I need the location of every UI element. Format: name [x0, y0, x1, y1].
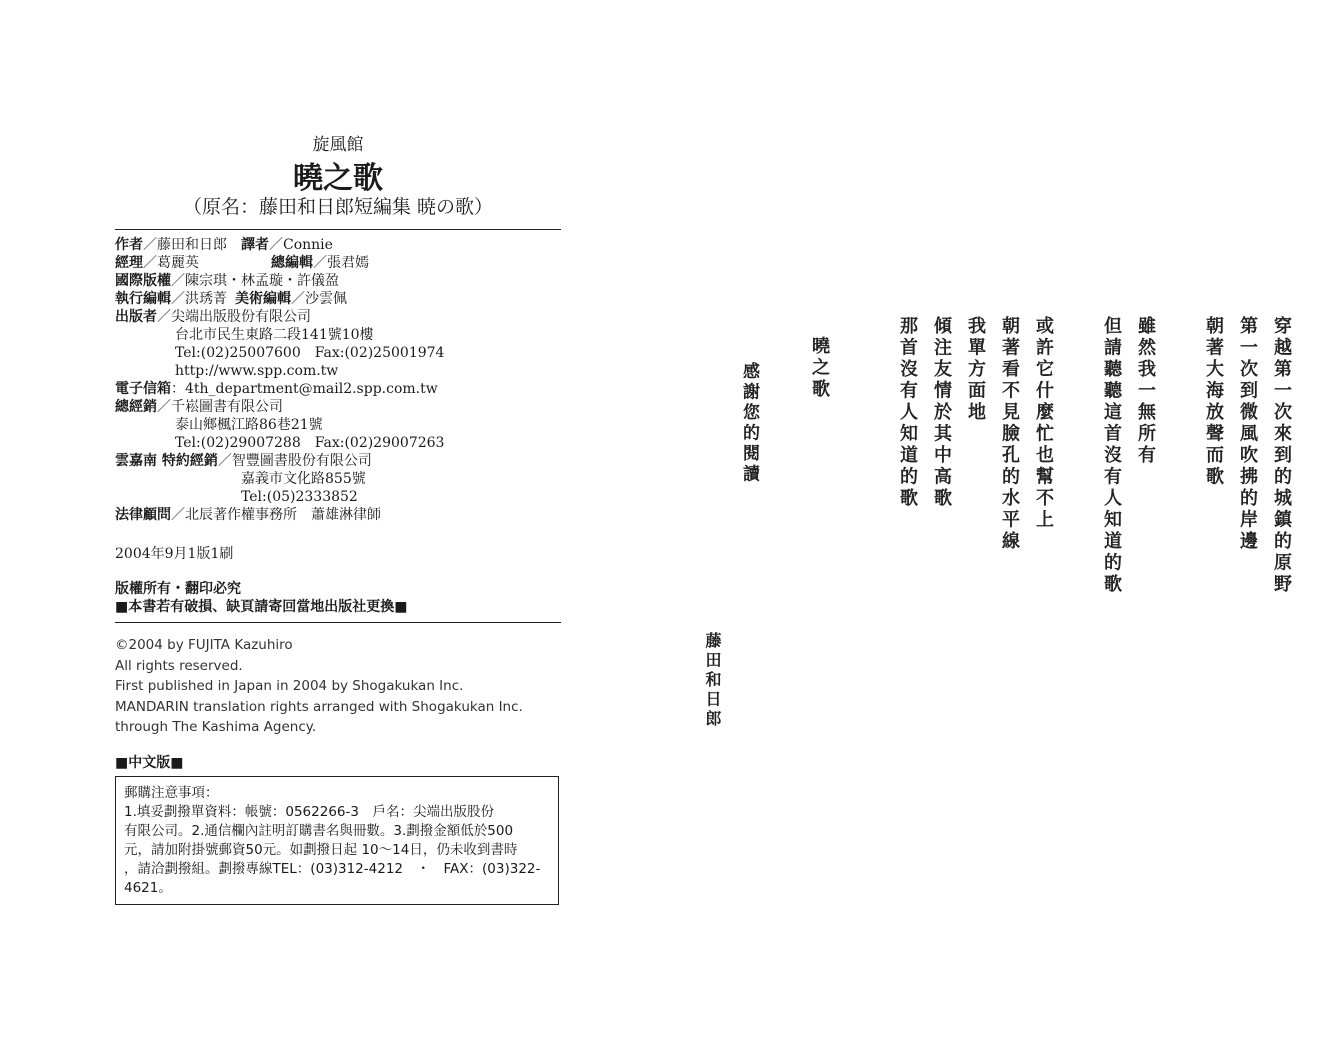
copyright-line: All rights reserved. [115, 657, 243, 674]
publisher-address: 台北市民生東路二段141號10樓 [175, 327, 374, 343]
rights-line: ■本書若有破損、缺頁請寄回當地出版社更換■ [115, 599, 408, 615]
copyright-line: through The Kashima Agency. [115, 719, 317, 735]
email: ：4th_department@mail2.spp.com.tw [171, 381, 438, 397]
publisher-url: http://www.spp.com.tw [175, 363, 339, 379]
chief-editor: ／張君嫣 [313, 255, 369, 271]
distributor-label: 總經銷 [115, 399, 157, 415]
original-title: （原名：藤田和日郎短編集 暁の歌） [182, 196, 494, 218]
poem-line: 穿越第一次來到的城鎮的原野 [1271, 316, 1292, 596]
regional: ／智豐圖書股份有限公司 [217, 453, 372, 469]
poem-line: 傾注友情於其中高歌 [931, 316, 952, 510]
intl-rights: ／陳宗琪・林孟璇・許儀盈 [171, 273, 339, 289]
copyright-line: ©2004 by FUJITA Kazuhiro [115, 637, 293, 653]
poem-line: 我單方面地 [965, 316, 986, 424]
poem-title: 曉之歌 [809, 336, 830, 401]
poem-line: 那首沒有人知道的歌 [897, 316, 918, 510]
mail-order-line: 1.填妥劃撥單資料：帳號：0562266-3 戶名：尖端出版股份 [124, 804, 494, 820]
publisher-name: ／尖端出版股份有限公司 [157, 309, 311, 325]
author-signature: 藤田和日郎 [703, 632, 722, 730]
poem-line: 第一次到微風吹拂的岸邊 [1237, 316, 1258, 553]
poem-line: 朝著大海放聲而歌 [1203, 316, 1224, 488]
credit-row [115, 254, 561, 272]
rights-line: 版權所有・翻印必究 [115, 581, 241, 597]
poem-line: 朝著看不見臉孔的水平線 [999, 316, 1020, 553]
mail-order-box [115, 776, 559, 905]
legal: ／北辰著作權事務所 蕭雄淋律師 [171, 507, 381, 523]
intl-rights-label: 國際版權 [115, 273, 171, 289]
poem-line: 但請聽聽這首沒有人知道的歌 [1101, 316, 1122, 596]
credit-row [115, 452, 561, 470]
divider [115, 622, 561, 623]
manager-label: 經理 [115, 255, 143, 271]
book-title: 曉之歌 [293, 161, 383, 196]
distributor: ／千崧圖書有限公司 [157, 399, 283, 415]
distributor-phone: Tel:(02)29007288 Fax:(02)29007263 [175, 435, 445, 451]
copyright-block [115, 635, 523, 738]
poem-line: 或許它什麼忙也幫不上 [1033, 316, 1054, 531]
exec-editor: ／洪琇菁 [171, 291, 227, 307]
exec-editor-label: 執行編輯 [115, 291, 171, 307]
mail-order-title: 郵購注意事項： [124, 785, 219, 801]
regional-address: 嘉義市文化路855號 [241, 471, 366, 487]
publisher-series: 旋風館 [312, 135, 364, 155]
poem-line: 雖然我一無所有 [1135, 316, 1156, 467]
mail-order-line: ，請洽劃撥組。劃撥專線TEL：(03)312-4212 ・ FAX：(03)322- [124, 861, 541, 877]
credit-row [115, 380, 561, 398]
credit-row [115, 236, 561, 254]
manager: ／葛麗英 [143, 255, 199, 271]
credits-block [115, 236, 561, 524]
mail-order-line: 有限公司。2.通信欄內註明訂購書名與冊數。3.劃撥金額低於500 [124, 823, 514, 839]
credit-row [115, 272, 561, 290]
regional-label: 雲嘉南 特約經銷 [115, 453, 218, 469]
copyright-line: First published in Japan in 2004 by Shogakukan Inc. [115, 678, 464, 694]
chinese-edition-label: ■中文版■ [115, 755, 184, 771]
publisher-phone: Tel:(02)25007600 Fax:(02)25001974 [175, 345, 445, 361]
copyright-line: MANDARIN translation rights arranged with Shogakukan Inc. [115, 698, 523, 715]
email-label: 電子信箱 [115, 381, 171, 397]
translator-label: 譯者 [241, 237, 269, 253]
art-editor-label: 美術編輯 [235, 291, 291, 307]
rights-notice [115, 580, 407, 616]
publisher-label: 出版者 [115, 309, 157, 325]
distributor-address: 泰山鄉楓江路86巷21號 [175, 417, 323, 433]
divider [115, 229, 561, 230]
author-label: 作者 [115, 237, 143, 253]
thanks-note: 感謝您的閱讀 [739, 362, 759, 485]
regional-phone: Tel:(05)2333852 [241, 489, 358, 505]
mail-order-line: 元，請加附掛號郵資50元。如劃撥日起 10～14日，仍未收到書時 [124, 842, 518, 858]
credit-row [115, 290, 561, 308]
translator: ／Connie [269, 237, 333, 253]
mail-order-line: 4621。 [124, 880, 172, 896]
legal-label: 法律顧問 [115, 507, 171, 523]
author: ／藤田和日郎 [143, 237, 227, 253]
credit-row [115, 506, 561, 524]
chief-editor-label: 總編輯 [271, 255, 313, 271]
credit-row [115, 398, 561, 416]
art-editor: ／沙雲佩 [291, 291, 347, 307]
credit-row [115, 308, 561, 326]
edition-date: 2004年9月1版1刷 [115, 546, 234, 562]
